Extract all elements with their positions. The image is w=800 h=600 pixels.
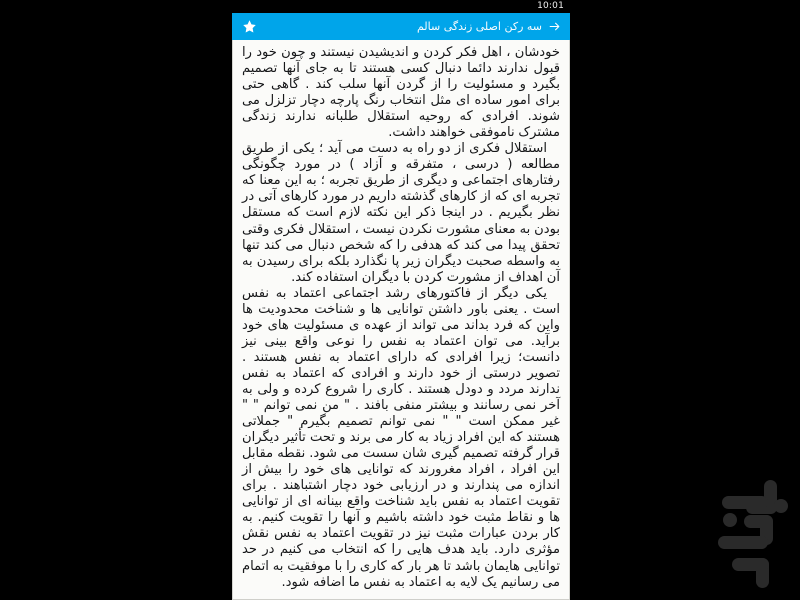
app-bar — [232, 13, 570, 40]
page-title: سه رکن اصلی زندگی سالم — [416, 20, 542, 33]
letterbox-left — [0, 0, 232, 600]
book-text-body — [242, 45, 560, 591]
paragraph: استقلال فکری از دو راه به دست می آید ؛ یکی از طریق مطالعه ( درسی ، متفرقه و آزاد ) در مورد چگونگی رفتارهای اجتماعی و دیگری از طریق تجربه ؛ به این معنا که تجربه ای که از کارهای گذشته داریم در مورد کارهای آتی در نظر بگیریم . در اینجا ذکر این نکته لازم است که مستقل بودن به معنای مشورت نکردن نیست ، استقلال فکری وقتی تحقق پیدا می کند که هدفی را که شخص دنبال می کند تنها به واسطه صحبت دیگران زیر پا نگذارد بلکه برای رسیدن به آن اهداف از مشورت کردن با دیگران استفاده کند. — [242, 141, 560, 285]
letterbox-right — [570, 0, 800, 600]
device-viewport — [232, 0, 570, 600]
arrow-back-icon[interactable] — [544, 16, 564, 38]
star-icon[interactable] — [238, 16, 260, 38]
status-bar — [232, 0, 570, 13]
paragraph: یکی دیگر از فاکتورهای رشد اجتماعی اعتماد به نفس است . یعنی باور داشتن توانایی ها و شناخت محدودیت ها واین که فرد بداند می تواند از عهده ی مسئولیت های خود برآید. می توان اعتماد به نفس را نوعی واقع بینی نیز دانست؛ زیرا افرادی که دارای اعتماد به نفس هستند . تصویر درستی از خود دارند و افرادی که اعتماد به نفس ندارند مردد و دودل هستند . کاری را شروع کرده و ولی به آخر نمی رسانند و بیشتر منفی بافند . " من نمی توانم " " غیر ممکن است " " نمی توانم تصمیم بگیرم " جملاتی هستند که این افراد زیاد به کار می برند و تحت تأثیر دیگران قرار گرفته تصمیم گیری شان سست می شود. نقطه مقابل این افراد ، افراد مغرورند که توانایی های خود را بیش از اندازه می پندارند و در ارزیابی خود دچار اشتباهند . برای تقویت اعتماد به نفس باید شناخت واقع بینانه ای از توانایی ها و نقاط مثبت خود داشته باشیم و آنها را تقویت کنیم. به کار بردن عبارات مثبت نیز در تقویت اعتماد به نفس نقش مؤثری دارد. باید هدف هایی را که انتخاب می کنیم در حد توانایی هایمان باشد تا هر بار که کاری را با موفقیت به اتمام می رسانیم یک لایه به اعتماد به نفس ما اضافه شود. — [242, 285, 560, 590]
paragraph: خودشان ، اهل فکر کردن و اندیشیدن نیستند و چون خود را قبول ندارند دائما دنبال کسی هستند تا به جای آنها تصمیم بگیرد و مسئولیت را از گردن آنها سلب کند . گاهی حتی برای امور ساده ای مثل انتخاب رنگ پارچه دچار تزلزل می شوند. افرادی که روحیه استقلال طلبانه ندارند زندگی مشترک ناموفقی خواهند داشت. — [242, 45, 560, 141]
status-bar-clock: 10:01 — [537, 1, 564, 11]
cafe-bazaar-logo — [700, 470, 792, 592]
reader-page[interactable] — [232, 40, 570, 600]
